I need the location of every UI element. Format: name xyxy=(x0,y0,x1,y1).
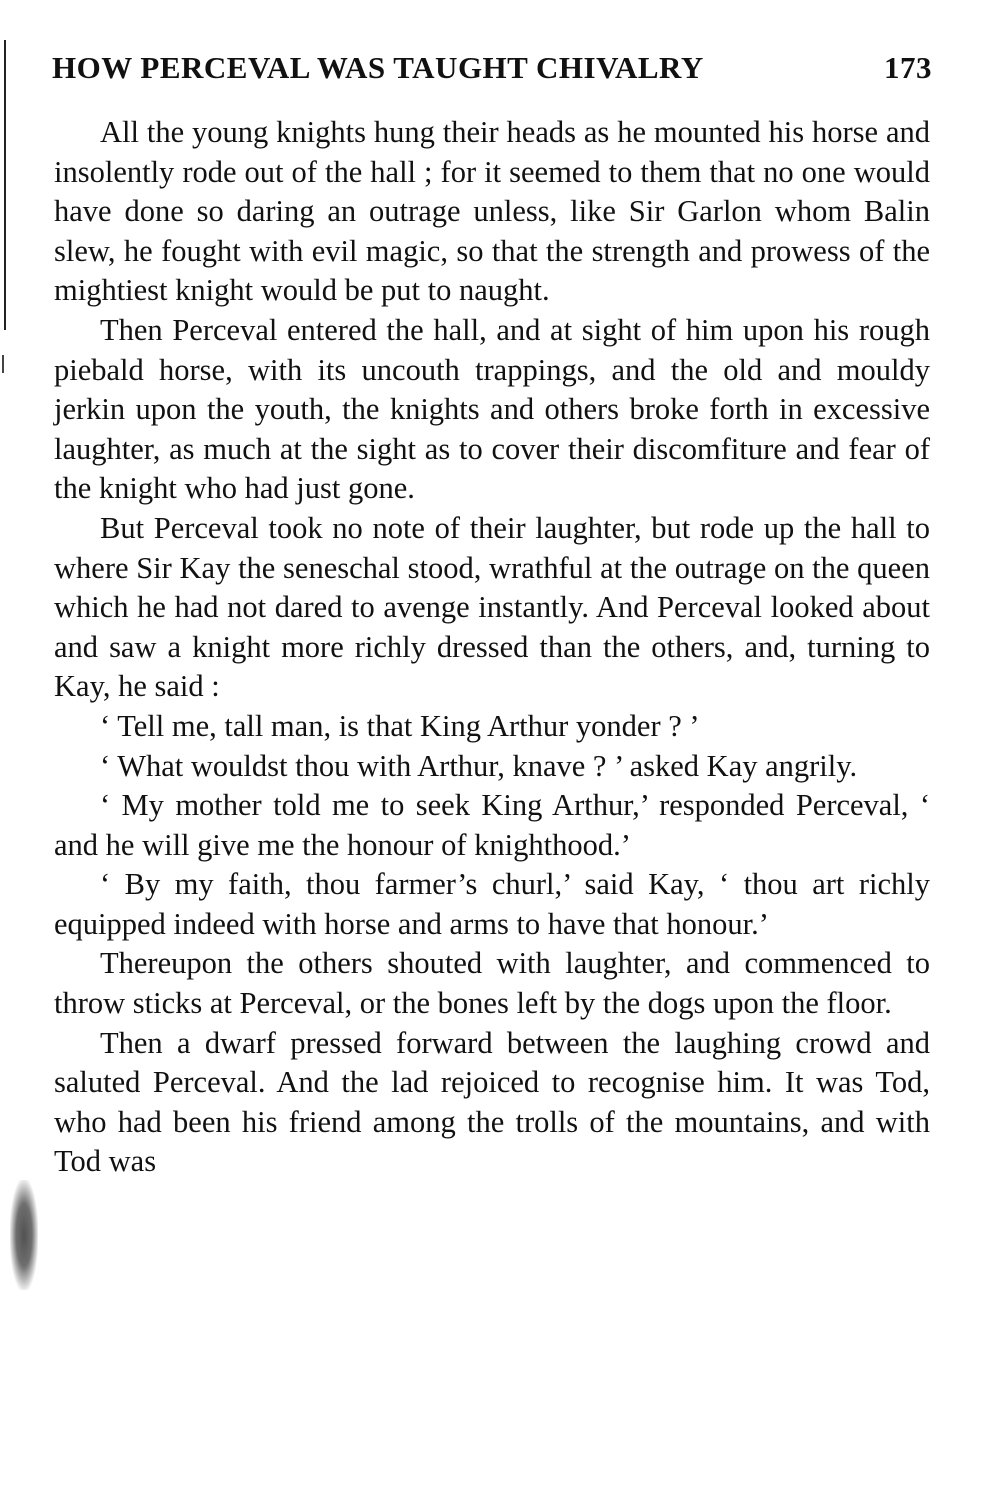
paragraph: Then a dwarf pressed forward between the laughing crowd and saluted Perceval. And the lad rejoiced to recognise him. It was Tod, who had been his friend among the trolls of the mountains, and with Tod was xyxy=(54,1025,930,1179)
page-header xyxy=(52,50,932,94)
paragraph: Thereupon the others shouted with laughter, and commenced to throw sticks at Perceval, or the bones left by the dogs upon the floor. xyxy=(54,946,930,1021)
paragraph: All the young knights hung their heads as he mounted his horse and insolently rode out of the hall ; for it seemed to them that no one would have done so daring an outrage unless, like Sir Garlon whom Balin slew, he fought with evil magic, so that the strength and prowess of the mightiest knight would be put to naught. xyxy=(54,115,930,308)
paragraph: Then Perceval entered the hall, and at sight of him upon his rough piebald horse, with its uncouth trappings, and the old and mouldy jerkin upon the youth, the knights and others broke forth in excessive laughter, as much at the sight as to cover their discomfiture and fear of the knight who had just gone. xyxy=(54,312,930,506)
running-title: HOW PERCEVAL WAS TAUGHT CHIVALRY xyxy=(52,50,704,85)
paragraph: ‘ Tell me, tall man, is that King Arthur yonder ? ’ xyxy=(100,708,700,743)
binding-edge-mark xyxy=(2,355,4,373)
paragraph: ‘ By my faith, thou farmer’s churl,’ said Kay, ‘ thou art richly equipped indeed with horse and arms to have that honour.’ xyxy=(54,867,930,941)
paragraph: ‘ What wouldst thou with Arthur, knave ? ’ asked Kay angrily. xyxy=(100,748,858,783)
paragraph: ‘ My mother told me to seek King Arthur,’ responded Perceval, ‘ and he will give me the honour of knighthood.’ xyxy=(54,788,930,862)
ink-smudge xyxy=(10,1180,38,1290)
page-number: 173 xyxy=(884,50,932,85)
body-text xyxy=(54,113,930,1182)
binding-edge-line xyxy=(4,40,6,330)
paragraph: But Perceval took no note of their laughter, but rode up the hall to where Sir Kay the seneschal stood, wrathful at the outrage on the queen which he had not dared to avenge instantly. And Perceval looked about and saw a knight more richly dressed than the others, and, turning to Kay, he said : xyxy=(54,510,930,704)
